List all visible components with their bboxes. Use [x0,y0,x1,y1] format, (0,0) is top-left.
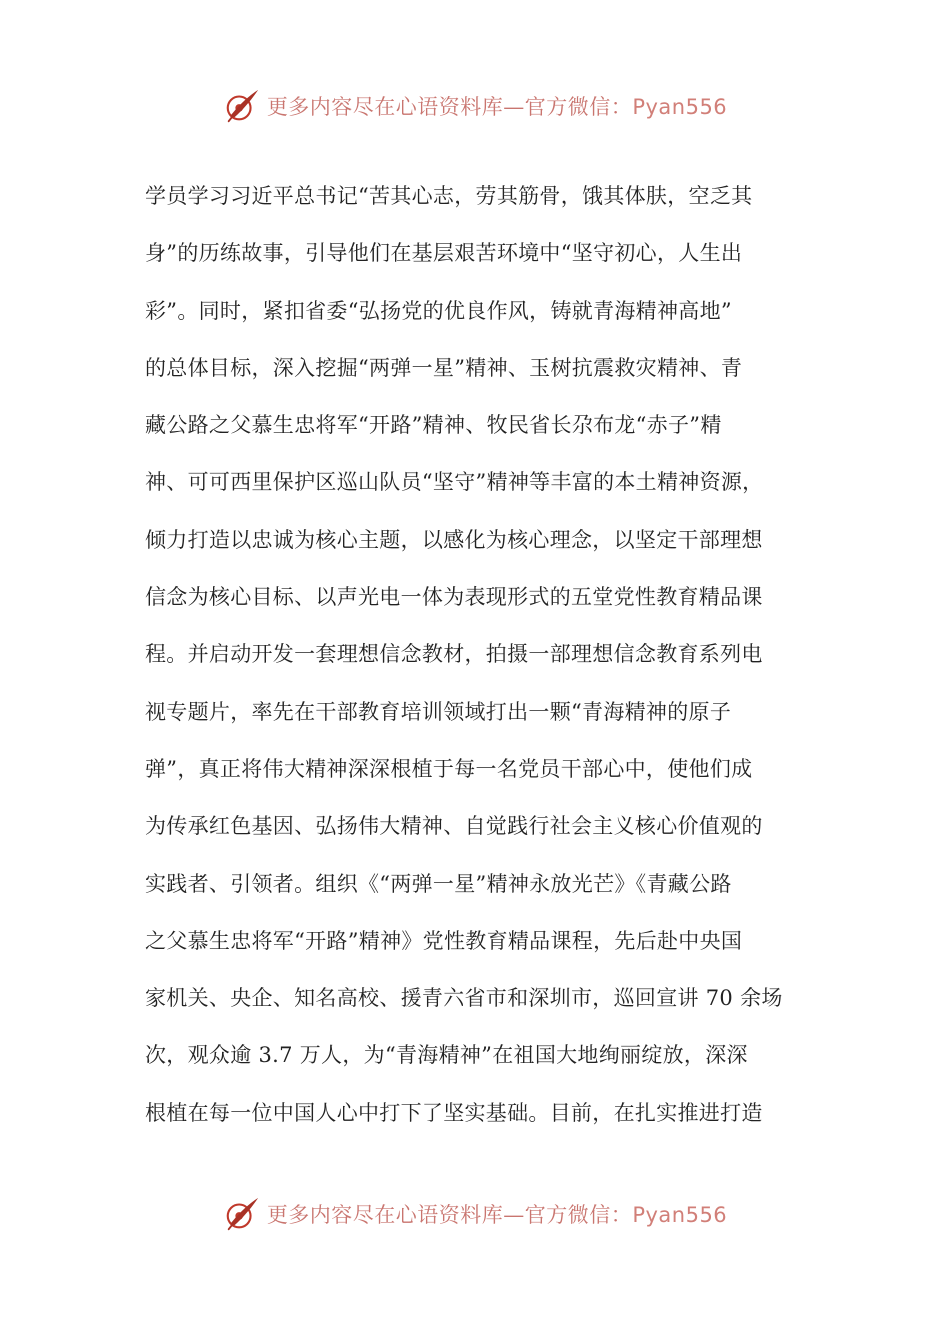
paragraph-line: 实践者、引领者。组织《“两弹一星”精神永放光芒》《青藏公路 [145,871,732,896]
paragraph-line: 家机关、央企、知名高校、援青六省市和深圳市，巡回宣讲 70 余场 [145,986,783,1011]
quill-seal-icon [223,1195,261,1233]
paragraph-line: 神、可可西里保护区巡山队员“坚守”精神等丰富的本土精神资源， [145,470,764,495]
footer-banner-inner [223,1195,727,1233]
header-text [267,91,727,121]
footer-text-main: 更多内容尽在心语资料库—官方微信： [266,1203,633,1227]
header-wechat-id: Pyan556 [632,95,728,119]
document-body [145,168,815,1142]
footer-text [267,1199,727,1229]
paragraph-line: 视专题片，率先在干部教育培训领域打出一颗“青海精神的原子 [145,699,732,724]
paragraph-line: 彩”。同时，紧扣省委“弘扬党的优良作风，铸就青海精神高地” [145,298,732,323]
paragraph-line: 藏公路之父慕生忠将军“开路”精神、牧民省长尕布龙“赤子”精 [145,413,722,438]
paragraph-line: 身”的历练故事，引导他们在基层艰苦环境中“坚守初心，人生出 [145,241,743,266]
paragraph-line: 次，观众逾 3.7 万人，为“青海精神”在祖国大地绚丽绽放，深深 [145,1043,748,1068]
paragraph-line: 倾力打造以忠诚为核心主题，以感化为核心理念，以坚定干部理想 [145,527,763,552]
paragraph-line: 学员学习习近平总书记“苦其心志，劳其筋骨，饿其体肤，空乏其 [145,184,753,208]
header-text-main: 更多内容尽在心语资料库—官方微信： [266,95,633,119]
paragraph-line: 程。并启动开发一套理想信念教材，拍摄一部理想信念教育系列电 [145,642,763,667]
paragraph-line: 信念为核心目标、以声光电一体为表现形式的五堂党性教育精品课 [145,585,763,610]
paragraph-line: 根植在每一位中国人心中打下了坚实基础。目前，在扎实推进打造 [145,1100,763,1125]
paragraph-line: 为传承红色基因、弘扬伟大精神、自觉践行社会主义核心价值观的 [145,814,763,839]
footer-wechat-id: Pyan556 [632,1203,728,1227]
paragraph-line: 弹”，真正将伟大精神深深根植于每一名党员干部心中，使他们成 [145,756,753,781]
quill-seal-icon [223,87,261,125]
header-banner [0,84,950,128]
footer-banner [0,1192,950,1236]
header-banner-inner [223,87,727,125]
paragraph-line: 的总体目标，深入挖掘“两弹一星”精神、玉树抗震救灾精神、青 [145,355,743,380]
paragraph-line: 之父慕生忠将军“开路”精神》党性教育精品课程，先后赴中央国 [145,928,743,953]
